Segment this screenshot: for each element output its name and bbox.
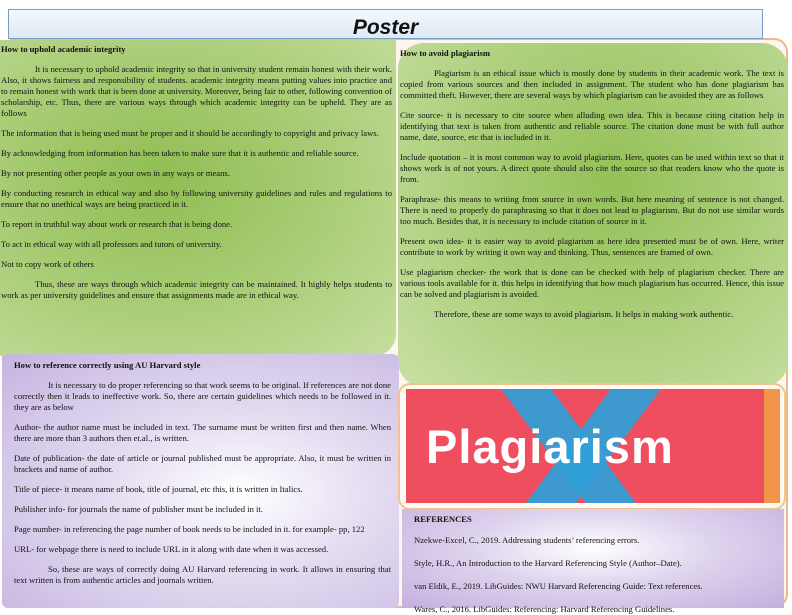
referencing-paragraph: It is necessary to do proper referencing so that work seems to be original. If references are not done correctly then it leads to ineffective work. So, there are certain guidelines which needs to be followed in it. they are as below <box>14 380 391 412</box>
avoid-plagiarism-panel <box>398 43 788 387</box>
poster-title: Poster <box>352 16 419 39</box>
plagiarism-heading: How to avoid plagiarism <box>400 48 490 58</box>
harvard-referencing-panel <box>2 354 399 608</box>
integrity-paragraph: By conducting research in ethical way and also by following university guidelines and rules and regulations to ensure that no unethical ways are being practiced in it. <box>1 188 392 209</box>
reference-item: Style, H.R., An Introduction to the Harvard Referencing Style (Author–Date). <box>414 558 682 568</box>
plagiarism-paragraph: Plagiarism is an ethical issue which is mostly done by students in their academic work. The text is copied from various sources and then included in assignment. The student who has done plagiarism has committed theft. However, there are several ways by which plagiarism can be avoided they are as follows <box>400 68 784 100</box>
integrity-paragraph: Thus, these are ways through which academic integrity can be maintained. It highly helps students to work as per university guidelines and ensure that assignments made are in ethical way. <box>1 279 392 300</box>
reference-item: Wares, C., 2016. LibGuides: Referencing: Harvard Referencing Guidelines. <box>414 604 675 614</box>
references-panel <box>402 509 784 614</box>
plagiarism-paragraph: Present own idea- it is easier way to avoid plagiarism as here idea presented must be of own. Here, writer contribute to work by writing it own way and thinking. Thus, sentences are framed of own. <box>400 236 784 257</box>
integrity-paragraph: It is necessary to uphold academic integrity so that in university student remain honest with their work. Also, it shows fairness and responsibility of students. academic integrity means putting values into practice and to remain honest with work that is been done at university. Moreover, being fair to other, following convention of scholarship, etc. Thus, there are various ways through which academic integrity can be upheld. They are as follows <box>1 64 392 118</box>
references-heading: REFERENCES <box>414 514 472 524</box>
integrity-paragraph: The information that is being used must be proper and it should be accordingly to copyright and privacy laws. <box>1 128 379 138</box>
plagiarism-paragraph: Include quotation – it is most common way to avoid plagiarism. Here, quotes can be used within text so that it shows work is of not yours. A direct quote should also cite the source so that readers know who the quote is from. <box>400 152 784 184</box>
integrity-paragraph: To act in ethical way with all professors and tutors of university. <box>1 239 222 249</box>
referencing-paragraph: So, these are ways of correctly doing AU Harvard referencing in work. It allows in ensuring that text written is from authentic articles and journals written. <box>14 564 391 585</box>
referencing-paragraph: Author- the author name must be included in text. The surname must be written first and then name. When there are more than 3 authors then et.al., is written. <box>14 422 391 443</box>
referencing-paragraph: URL- for webpage there is need to include URL in it along with date when it was accessed. <box>14 544 329 554</box>
plagiarism-paragraph: Paraphrase- this means to writing from source in own words. But here meaning of sentence is not changed. There is need to properly do paraphrasing so that it does not lead to plagiarism. But do not use similar words too much. Besides that, it is necessary to include citation of source in it. <box>400 194 784 226</box>
reference-item: van Eldik, E., 2019. LibGuides: NWU Harvard Referencing Guide: Text references. <box>414 581 703 591</box>
referencing-heading: How to reference correctly using AU Harvard style <box>14 360 201 370</box>
referencing-paragraph: Date of publication- the date of article or journal published must be appropriate. Also, it must be written in brackets and name of author. <box>14 453 391 474</box>
integrity-paragraph: To report in truthful way about work or research that is being done. <box>1 219 233 229</box>
image-edge-strip <box>764 389 780 503</box>
plagiarism-paragraph: Cite source- it is necessary to cite source when alluding own idea. This is because citing citation help in identifying that text is taken from authentic and reliable source. The citation done must be with full author name, date, source, etc that is included in it. <box>400 110 784 142</box>
plagiarism-illustration <box>406 389 778 503</box>
integrity-paragraph: By acknowledging from information has been taken to make sure that it is authentic and reliable source. <box>1 148 359 158</box>
reference-item: Nzekwe-Excel, C., 2019. Addressing students’ referencing errors. <box>414 535 640 545</box>
referencing-paragraph: Page number- in referencing the page number of book needs to be included in it. for example- pp, 122 <box>14 524 365 534</box>
integrity-paragraph: Not to copy work of others <box>1 259 94 269</box>
integrity-heading: How to uphold academic integrity <box>1 44 126 54</box>
referencing-paragraph: Publisher info- for journals the name of publisher must be included in it. <box>14 504 263 514</box>
plagiarism-image-frame <box>398 383 786 510</box>
plagiarism-image-word: Plagiarism <box>426 420 674 473</box>
plagiarism-paragraph: Use plagiarism checker- the work that is done can be checked with help of plagiarism checker. There are various tools available for it. this helps in identifying that how much plagiarism has occurred. Hence, this issue can be solved and plagiarism is avoided. <box>400 267 784 299</box>
poster-title-bar <box>8 9 763 39</box>
academic-integrity-panel <box>0 40 396 356</box>
referencing-paragraph: Title of piece- it means name of book, title of journal, etc this, it is written in Italics. <box>14 484 303 494</box>
integrity-paragraph: By not presenting other people as your own in any ways or means. <box>1 168 230 178</box>
plagiarism-paragraph: Therefore, these are some ways to avoid plagiarism. It helps in making work authentic. <box>434 309 734 319</box>
